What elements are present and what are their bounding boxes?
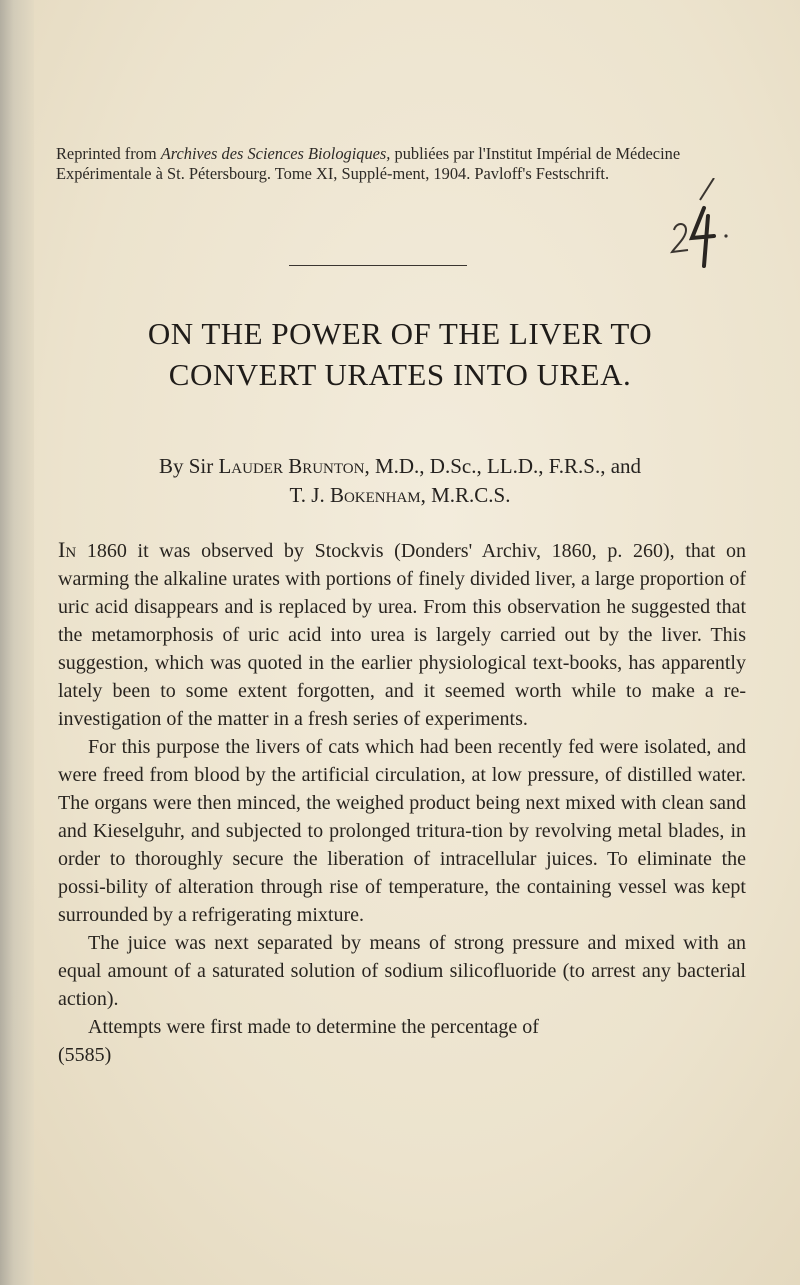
reprint-prefix: Reprinted from [56, 144, 161, 163]
title-line-2: CONVERT URATES INTO UREA. [168, 357, 632, 392]
reprint-suffix: publiées par l'Institut Impérial de Médecine Expérimentale à St. Pétersbourg. Tome XI, Supplé-ment, 1904. Pavloff's Festschrift. [56, 144, 681, 183]
page-signature: (5585) [58, 1044, 112, 1066]
authors-degrees-1: M.D., D.Sc., LL.D., F.R.S., and [369, 454, 642, 478]
handwritten-number-icon [670, 178, 730, 270]
handwritten-note [670, 178, 730, 270]
paragraph-1 [58, 536, 746, 733]
reprint-notice [56, 144, 768, 184]
journal-name: Archives des Sciences Biologiques, [160, 144, 391, 163]
author-bokenham: T. J. Bokenham, [289, 483, 426, 507]
paragraph-2: For this purpose the livers of cats which had been recently fed were isolated, and were freed from blood by the artificial circulation, at low pressure, of distilled water. The organs were then minced, the weighed product being next mixed with clean sand and Kieselguhr, and subjected to prolonged tritura-tion by revolving metal blades, in order to thoroughly secure the liberation of intracellular juices. To eliminate the possi-bility of alteration through rise of temperature, the containing vessel was kept surrounded by a refrigerating mixture. [58, 736, 746, 926]
title-line-1: ON THE POWER OF THE LIVER TO [147, 316, 653, 351]
paragraph-4: Attempts were first made to determine the percentage of [88, 1016, 539, 1038]
authors-degrees-2: M.R.C.S. [425, 483, 511, 507]
author-brunton: Lauder Brunton, [218, 454, 370, 478]
authors-line-2 [50, 481, 750, 509]
binding-edge [0, 0, 34, 1285]
authors-line-1 [50, 452, 750, 480]
authors-prefix: By Sir [158, 454, 219, 478]
article-body [58, 536, 746, 1069]
paragraph-1-opening: In [58, 537, 77, 562]
header-divider [289, 265, 467, 266]
paragraph-1-text: 1860 it was observed by Stockvis (Donders' Archiv, 1860, p. 260), that on warming the alkaline urates with portions of finely divided liver, a large proportion of uric acid disappears and is replaced by urea. From this observation he suggested that the metamorphosis of uric acid into urea is largely carried out by the liver. This suggestion, which was quoted in the earlier physiological text-books, has apparently lately been to some extent forgotten, and it seemed worth while to make a re-investigation of the matter in a fresh series of experiments. [58, 540, 746, 730]
paragraph-3: The juice was next separated by means of strong pressure and mixed with an equal amount of a saturated solution of sodium silicofluoride (to arrest any bacterial action). [58, 932, 746, 1010]
